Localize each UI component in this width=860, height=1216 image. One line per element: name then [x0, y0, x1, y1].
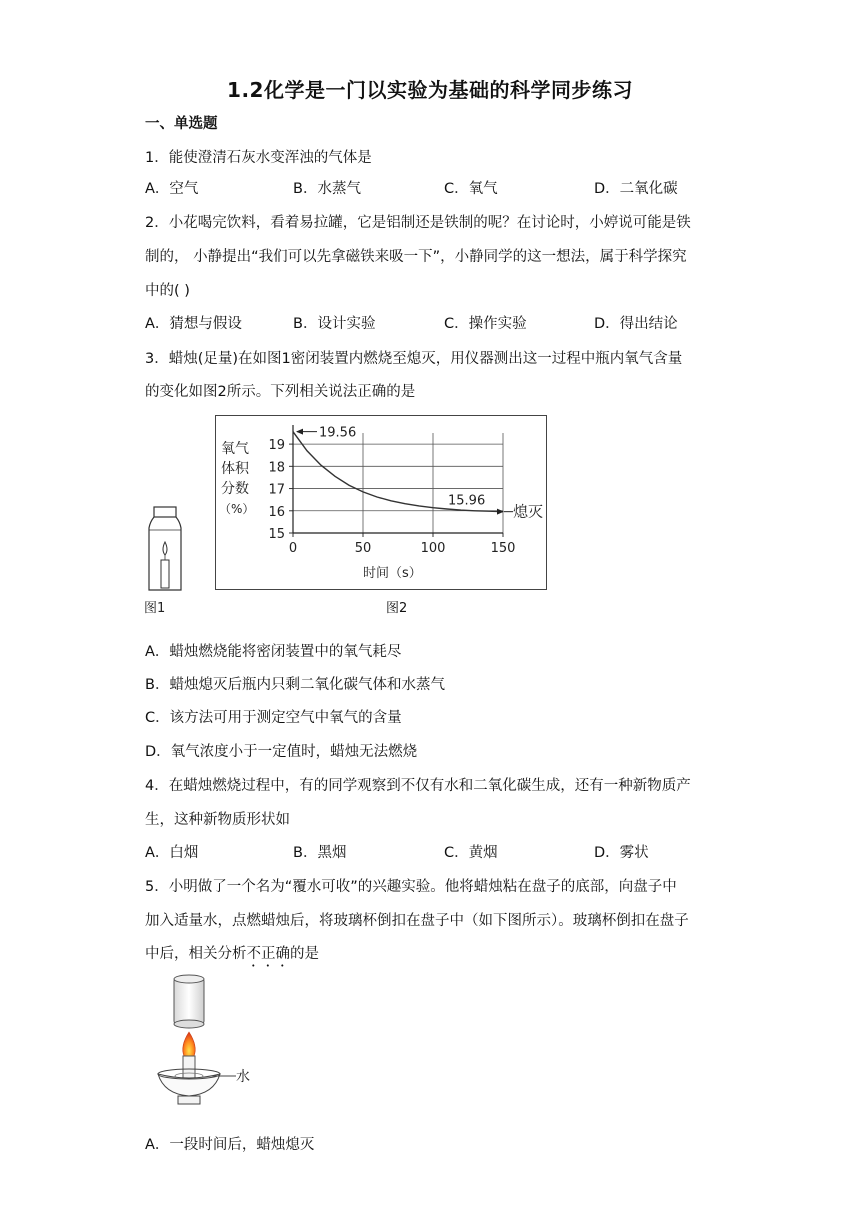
x-axis-label: 时间（s）	[363, 566, 422, 581]
page-title: 1.2化学是一门以实验为基础的科学同步练习	[227, 78, 633, 102]
question-4-line-1: 4．在蜡烛燃烧过程中，有的同学观察到不仅有水和二氧化碳生成，还有一种新物质产	[145, 778, 691, 794]
y-label-line-2: 体积	[221, 461, 249, 477]
question-4-line-2: 生，这种新物质形状如	[145, 812, 290, 828]
q5-line3-emphasis: 不正确	[246, 946, 290, 962]
y-tick-label-15: 15	[268, 527, 285, 542]
q3-option-c: C．该方法可用于测定空气中氧气的含量	[145, 710, 402, 726]
question-5-line-2: 加入适量水，点燃蜡烛后，将玻璃杯倒扣在盘子中（如下图所示）。玻璃杯倒扣在盘子	[145, 913, 689, 929]
q5-option-a: A．一段时间后，蜡烛熄灭	[145, 1137, 315, 1153]
x-tick-label-100: 100	[420, 541, 446, 556]
question-3-line-1: 3．蜡烛(足量)在如图1密闭装置内燃烧至熄灭，用仪器测出这一过程中瓶内氧气含量	[145, 351, 683, 367]
annotation-start-value: 19.56	[319, 425, 357, 441]
y-tick-label-19: 19	[268, 438, 285, 454]
q1-option-b: B．水蒸气	[293, 181, 361, 197]
figure-1-label: 图1	[144, 601, 166, 616]
question-3-line-2: 的变化如图2所示。下列相关说法正确的是	[145, 384, 416, 400]
q5-line3-after: 的是	[290, 946, 319, 962]
x-tick-label-50: 50	[354, 541, 372, 556]
q2-option-c: C．操作实验	[444, 316, 527, 332]
question-2-line-2: 制的， 小静提出“我们可以先拿磁铁来吸一下”，小静同学的这一想法，属于科学探究	[145, 249, 687, 265]
q1-option-c: C．氧气	[444, 181, 498, 197]
q3-option-b: B．蜡烛熄灭后瓶内只剩二氧化碳气体和水蒸气	[145, 677, 445, 693]
y-label-line-1: 氧气	[221, 441, 249, 457]
y-label-line-3: 分数	[221, 481, 249, 497]
figure-glass-candle-plate	[150, 970, 270, 1110]
q4-option-b: B．黑烟	[293, 845, 347, 861]
y-tick-label-18: 18	[268, 460, 285, 476]
figure-2-oxygen-chart	[215, 415, 547, 591]
q2-option-a: A．猜想与假设	[145, 316, 242, 332]
q4-option-d: D．雾状	[594, 845, 649, 861]
figure-2-label: 图2	[386, 601, 408, 616]
q2-option-b: B．设计实验	[293, 316, 376, 332]
question-2-line-1: 2．小花喝完饮料，看着易拉罐，它是铝制还是铁制的呢？在讨论时，小婷说可能是铁	[145, 215, 691, 231]
y-tick-label-17: 17	[268, 482, 285, 498]
q5-line3-before: 中后，相关分析	[145, 946, 247, 962]
question-5-line-3	[145, 942, 319, 970]
q4-option-a: A．白烟	[145, 845, 199, 861]
x-tick-label-150: 150	[490, 541, 516, 556]
y-label-line-4: （%）	[219, 502, 255, 516]
question-5-line-1: 5．小明做了一个名为“覆水可收”的兴趣实验。他将蜡烛粘在盘子的底部，向盘子中	[145, 879, 677, 895]
q3-option-d: D．氧气浓度小于一定值时，蜡烛无法燃烧	[145, 744, 418, 760]
section-heading: 一、单选题	[145, 116, 218, 132]
q4-option-c: C．黄烟	[444, 845, 498, 861]
water-label: 水	[236, 1069, 250, 1085]
x-tick-label-0: 0	[288, 541, 298, 556]
y-tick-label-16: 16	[268, 504, 285, 520]
figure-1-bottle-candle	[140, 500, 200, 620]
annotation-extinguish-label: 熄灭	[513, 502, 544, 521]
q2-option-d: D．得出结论	[594, 316, 678, 332]
chart-frame	[216, 416, 547, 590]
q3-option-a: A．蜡烛燃烧能将密闭装置中的氧气耗尽	[145, 644, 402, 660]
question-1-stem: 1．能使澄清石灰水变浑浊的气体是	[145, 150, 372, 166]
question-2-line-3: 中的( )	[145, 283, 190, 299]
q1-option-a: A．空气	[145, 181, 199, 197]
annotation-end-value: 15.96	[448, 493, 486, 509]
q1-option-d: D．二氧化碳	[594, 181, 678, 197]
